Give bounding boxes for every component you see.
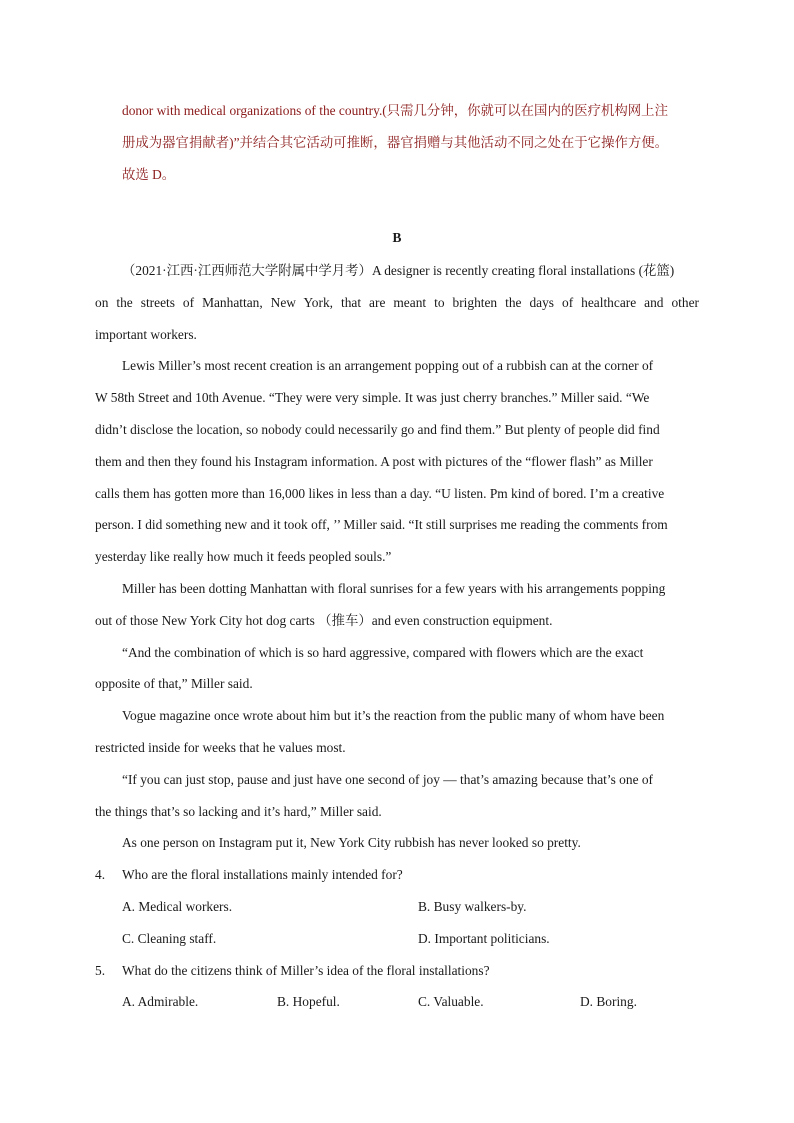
passage-line: W 58th Street and 10th Avenue. “They were very simple. It was just cherry branches.” Miller said. “We	[95, 390, 650, 405]
option-c: C. Cleaning staff.	[122, 931, 217, 946]
passage-line: the things that’s so lacking and it’s hard,” Miller said.	[95, 804, 382, 819]
question-number: 4.	[95, 867, 106, 882]
passage-line: As one person on Instagram put it, New York City rubbish has never looked so pretty.	[122, 835, 581, 850]
section-title: B	[392, 230, 402, 245]
explanation-line: 册成为器官捐献者)”并结合其它活动可推断，器官捐赠与其他活动不同之处在于它操作方便。	[122, 135, 669, 150]
passage-line: Lewis Miller’s most recent creation is an arrangement popping out of a rubbish can at the corner of	[122, 358, 654, 373]
passage-line: them and then they found his Instagram information. A post with pictures of the “flower flash” as Miller	[95, 454, 653, 469]
passage-line: on the streets of Manhattan, New York, that are meant to brighten the days of healthcare and other	[95, 295, 699, 310]
explanation-line: 故选 D。	[122, 167, 176, 182]
passage-line: person. I did something new and it took off, ’’ Miller said. “It still surprises me reading the comments from	[95, 517, 668, 532]
option-a: A. Admirable.	[122, 994, 199, 1009]
question-stem: What do the citizens think of Miller’s idea of the floral installations?	[122, 963, 490, 978]
option-a: A. Medical workers.	[122, 899, 233, 914]
option-d: D. Important politicians.	[418, 931, 550, 946]
passage-line: “And the combination of which is so hard aggressive, compared with flowers which are the exact	[122, 645, 644, 660]
passage-line: yesterday like really how much it feeds peopled souls.”	[95, 549, 392, 564]
passage-line: （2021·江西·江西师范大学附属中学月考）A designer is recently creating floral installations (花篮)	[122, 263, 675, 278]
passage-line: calls them has gotten more than 16,000 likes in less than a day. “U listen. Pm kind of bored. I’m a creative	[95, 486, 665, 501]
passage-line: restricted inside for weeks that he values most.	[95, 740, 346, 755]
passage-line: Miller has been dotting Manhattan with floral sunrises for a few years with his arrangements popping	[122, 581, 666, 596]
question-number: 5.	[95, 963, 106, 978]
passage-line: Vogue magazine once wrote about him but it’s the reaction from the public many of whom have been	[122, 708, 665, 723]
passage-line: out of those New York City hot dog carts （推车）and even construction equipment.	[95, 613, 553, 628]
passage-line: important workers.	[95, 327, 197, 342]
option-c: C. Valuable.	[418, 994, 484, 1009]
passage-line: didn’t disclose the location, so nobody could necessarily go and find them.” But plenty of people did find	[95, 422, 660, 437]
option-b: B. Busy walkers-by.	[418, 899, 527, 914]
explanation-line: donor with medical organizations of the country.(只需几分钟，你就可以在国内的医疗机构网上注	[122, 103, 668, 118]
passage-line: “If you can just stop, pause and just have one second of joy — that’s amazing because that’s one of	[122, 772, 654, 787]
question-stem: Who are the floral installations mainly intended for?	[122, 867, 403, 882]
option-b: B. Hopeful.	[277, 994, 340, 1009]
passage-line: opposite of that,” Miller said.	[95, 676, 253, 691]
option-d: D. Boring.	[580, 994, 637, 1009]
